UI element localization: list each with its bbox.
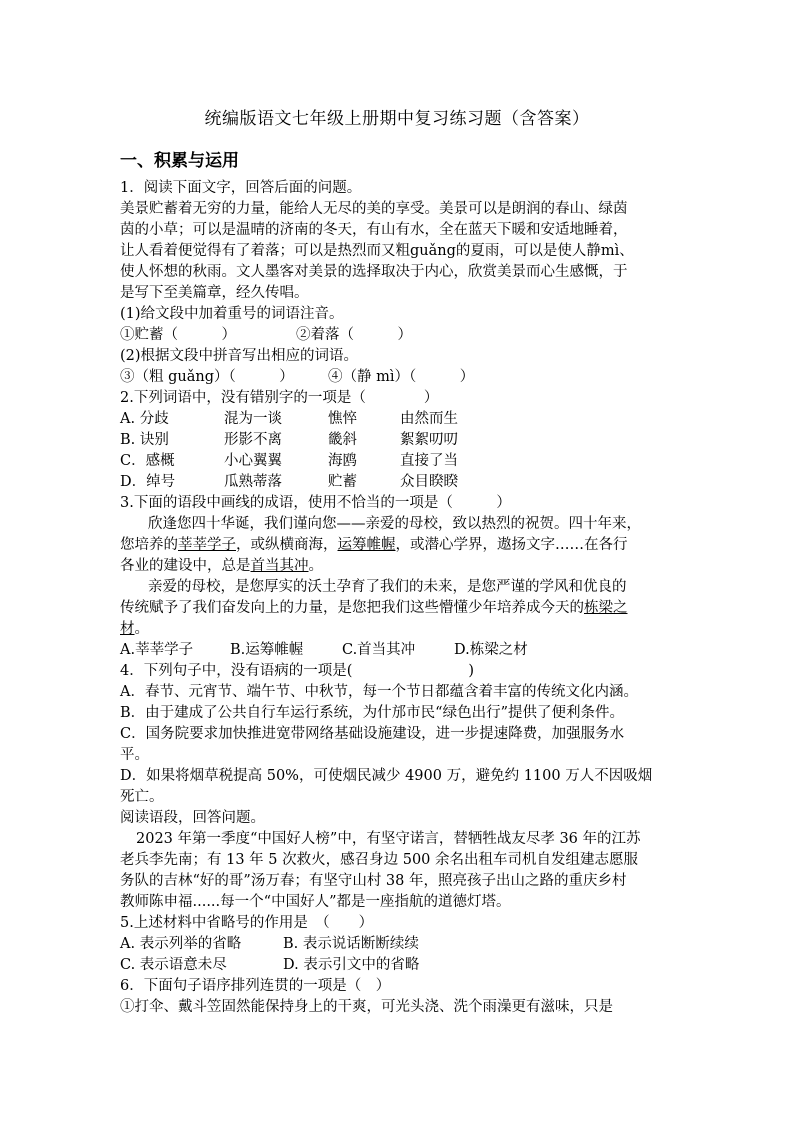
q2-option-row <box>120 409 458 429</box>
q2-cell: 形影不离 <box>224 432 282 448</box>
q5-stem: 5.上述材料中省略号的作用是 （ ） <box>120 915 374 931</box>
q1-stem: 1．阅读下面文字，回答后面的问题。 <box>120 180 362 196</box>
q2-cell: 海鸥 <box>328 453 357 469</box>
q1-passage-line: 使人怀想的秋雨。文人墨客对美景的选择取决于内心，欣赏美景而心生感慨，于 <box>120 264 628 280</box>
q2-cell: 直接了当 <box>400 453 458 469</box>
q3-text: 。 <box>308 558 323 574</box>
q2-option-row <box>120 472 458 492</box>
reading-line: 务队的吉林“好的哥”汤万春；有坚守山村 38 年，照亮孩子出山之路的重庆乡村 <box>120 873 627 889</box>
q4-stem: 4．下列句子中，没有语病的一项是( ) <box>120 663 475 679</box>
q1-sub1: (1)给文段中加着重号的词语注音。 <box>120 306 344 322</box>
q3-underlined-idiom: 莘莘学子 <box>178 537 236 553</box>
q2-cell: 瓜熟蒂落 <box>224 474 282 490</box>
q2-option-row <box>120 430 458 450</box>
q3-text: ，或纵横商海， <box>236 537 338 553</box>
q2-cell: 众目睽睽 <box>400 474 458 490</box>
q1-passage-line: 是写下至美篇章，经久传唱。 <box>120 285 309 301</box>
q3-option: C.首当其冲 <box>342 642 416 658</box>
q3-text: 各业的建设中，总是 <box>120 558 251 574</box>
q1-sub1-answer-b: ②着落（ ） <box>296 327 412 343</box>
q1-sub2-answer-a: ③（粗 guǎng）（ ） <box>120 369 294 385</box>
q3-option: B.运筹帷幄 <box>230 642 304 658</box>
q2-cell: 贮蓄 <box>328 474 357 490</box>
q2-cell: 憔悴 <box>328 411 357 427</box>
q4-option: C．国务院要求加快推进宽带网络基础设施建设，进一步提速降费，加强服务水 <box>120 726 625 742</box>
q3-passage-line: 欣逢您四十华诞，我们谨向您——亲爱的母校，致以热烈的祝贺。四十年来， <box>148 516 641 532</box>
q4-option: A．春节、元宵节、端午节、中秋节，每一个节日都蕴含着丰富的传统文化内涵。 <box>120 684 638 700</box>
q2-cell: 絮絮叨叨 <box>400 432 458 448</box>
q3-passage-line <box>120 556 323 576</box>
reading-line: 2023 年第一季度“中国好人榜”中，有坚守诺言，替牺牲战友尽孝 36 年的江苏 <box>136 831 641 847</box>
q1-passage-line: 美景贮蓄着无穷的力量，能给人无尽的美的享受。美景可以是朗润的春山、绿茵 <box>120 201 628 217</box>
q2-stem: 2.下列词语中，没有错别字的一项是（ ） <box>120 390 439 406</box>
q3-passage-line <box>120 535 628 555</box>
q3-text: ，或潜心学界，遨扬文字……在各行 <box>395 537 628 553</box>
section-heading: 一、积累与运用 <box>120 151 239 171</box>
q2-cell: B. 诀别 <box>120 432 169 448</box>
q5-option: B. 表示说话断断续续 <box>283 936 419 952</box>
q2-cell: A. 分歧 <box>120 411 169 427</box>
reading-line: 教师陈申福......每一个“中国好人”都是一座指航的道德灯塔。 <box>120 894 511 910</box>
q4-option-cont: 平。 <box>120 747 149 763</box>
q3-option: D.栋梁之材 <box>454 642 528 658</box>
q3-passage-line <box>120 598 628 618</box>
page-title: 统编版语文七年级上册期中复习练习题（含答案） <box>204 109 590 129</box>
q2-cell: D．绰号 <box>120 474 176 490</box>
q1-sub2: (2)根据文段中拼音写出相应的词语。 <box>120 348 359 364</box>
reading-line: 老兵李先南；有 13 年 5 次救火，感召身边 500 余名出租车司机自发组建志愿服 <box>120 852 639 868</box>
q2-cell: 混为一谈 <box>224 411 282 427</box>
q2-option-row <box>120 451 458 471</box>
q5-option: C. 表示语意未尽 <box>120 957 227 973</box>
q1-sub2-answer-b: ④（静 mì）（ ） <box>328 369 475 385</box>
q4-option: B．由于建成了公共自行车运行系统，为什邡市民“绿色出行”提供了便利条件。 <box>120 705 624 721</box>
q3-underlined-idiom: 运筹帷幄 <box>337 537 396 553</box>
q3-passage-line: 亲爱的母校，是您厚实的沃土孕育了我们的未来，是您严谨的学风和优良的 <box>148 579 627 595</box>
q3-underlined-idiom: 首当其冲 <box>250 558 309 574</box>
q6-sentence: ①打伞、戴斗笠固然能保持身上的干爽，可光头浇、洗个雨澡更有滋味，只是 <box>120 999 613 1015</box>
q3-underlined-idiom: 栋梁之 <box>584 600 628 616</box>
q4-option-cont: 死亡。 <box>120 789 164 805</box>
q1-sub1-answer-a: ①贮蓄（ ） <box>120 327 236 343</box>
q3-text: 您培养的 <box>120 537 178 553</box>
q1-passage-line: 茵的小草；可以是温晴的济南的冬天，有山有水，全在蓝天下暖和安适地睡着， <box>120 222 628 238</box>
q2-cell: 畿斜 <box>328 432 357 448</box>
reading-intro: 阅读语段，回答问题。 <box>120 810 265 826</box>
q3-text: 。 <box>134 621 149 637</box>
q3-passage-line <box>120 619 149 639</box>
q5-option: A. 表示列举的省略 <box>120 936 242 952</box>
q3-options <box>120 640 528 660</box>
q2-cell: 由然而生 <box>400 411 458 427</box>
q2-cell: C．感概 <box>120 453 175 469</box>
q3-stem: 3.下面的语段中画线的成语，使用不恰当的一项是（ ） <box>120 495 511 511</box>
q6-stem: 6．下面句子语序排列连贯的一项是（ ） <box>120 978 391 994</box>
q3-underlined-idiom: 材 <box>120 621 135 637</box>
q1-passage-line: 让人看着便觉得有了着落；可以是热烈而又粗guǎng的夏雨，可以是使人静mì、 <box>120 243 634 259</box>
q3-text: 传统赋予了我们奋发向上的力量，是您把我们这些懵懂少年培养成今天的 <box>120 600 584 616</box>
q4-option: D．如果将烟草税提高 50%，可使烟民减少 4900 万，避免约 1100 万人不因吸烟 <box>120 768 653 784</box>
q2-cell: 小心翼翼 <box>224 453 282 469</box>
q5-option: D. 表示引文中的省略 <box>283 957 420 973</box>
q3-option: A.莘莘学子 <box>120 642 194 658</box>
